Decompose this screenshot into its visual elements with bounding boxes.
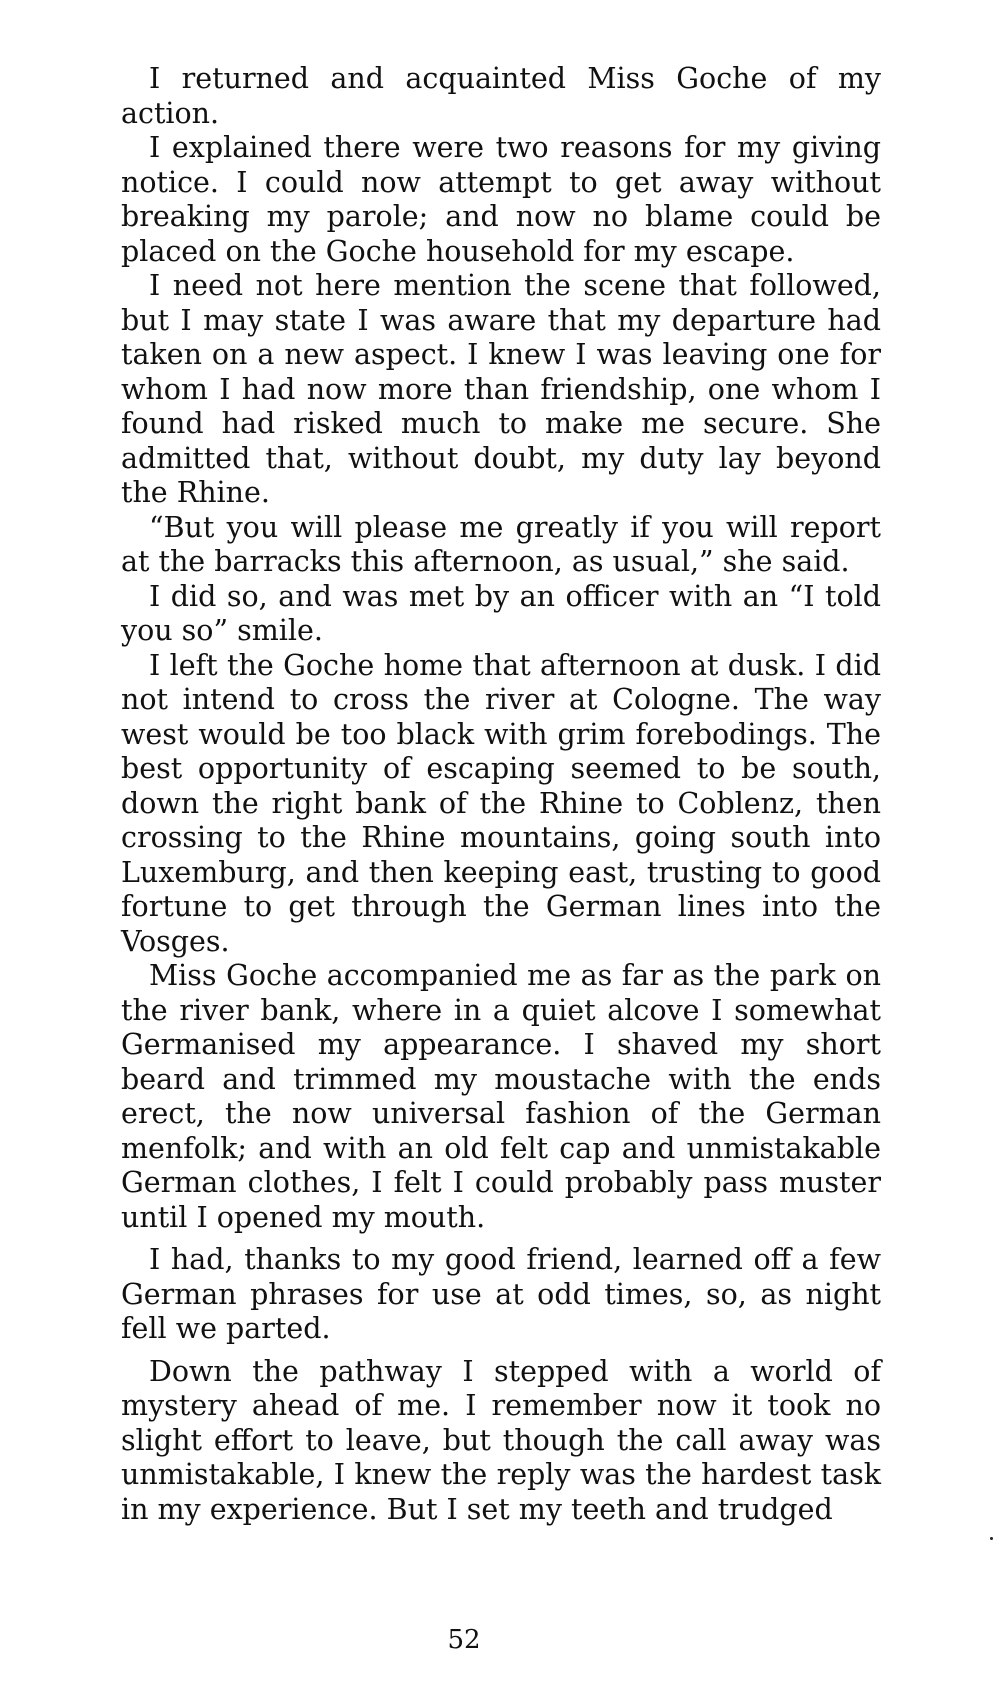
paragraph: I returned and acquainted Miss Goche of my action.	[121, 62, 881, 130]
paragraph: I need not here mention the scene that followed, but I may state I was aware that my departure had taken on a new aspect. I knew I was leaving one for whom I had now more than friendship, one whom I found had risked much to make me secure. She admitted that, without doubt, my duty lay beyond the Rhine.	[121, 269, 881, 509]
ink-speck	[990, 1537, 993, 1540]
body-text	[121, 62, 881, 1527]
page-number-text: 52	[447, 1625, 481, 1655]
paragraph: I had, thanks to my good friend, learned off a few German phrases for use at odd times, so, as night fell we parted.	[121, 1243, 881, 1345]
page-number	[0, 1625, 1000, 1655]
paragraph: I did so, and was met by an officer with an “I told you so” smile.	[121, 579, 881, 647]
paragraph: Miss Goche accompanied me as far as the park on the river bank, where in a quiet alcove I somewhat Germanised my appearance. I shaved my short beard and trimmed my moustache with the ends erect, the now universal fashion of the German menfolk; and with an old felt cap and unmistakable German clothes, I felt I could probably pass muster until I opened my mouth.	[121, 959, 881, 1234]
paragraph: “But you will please me greatly if you will report at the barracks this afternoon, as usual,” she said.	[121, 510, 881, 578]
paragraph: I explained there were two reasons for my giving notice. I could now attempt to get away without breaking my parole; and now no blame could be placed on the Goche household for my escape.	[121, 131, 881, 268]
paragraph: I left the Goche home that afternoon at dusk. I did not intend to cross the river at Cologne. The way west would be too black with grim forebodings. The best opportunity of escaping seemed to be south, down the right bank of the Rhine to Coblenz, then crossing to the Rhine mountains, going south into Luxemburg, and then keeping east, trusting to good fortune to get through the German lines into the Vosges.	[121, 648, 881, 958]
paragraph: Down the pathway I stepped with a world of mystery ahead of me. I remember now it took no slight effort to leave, but though the call away was unmistakable, I knew the reply was the hardest task in my experience. But I set my teeth and trudged	[121, 1354, 881, 1526]
